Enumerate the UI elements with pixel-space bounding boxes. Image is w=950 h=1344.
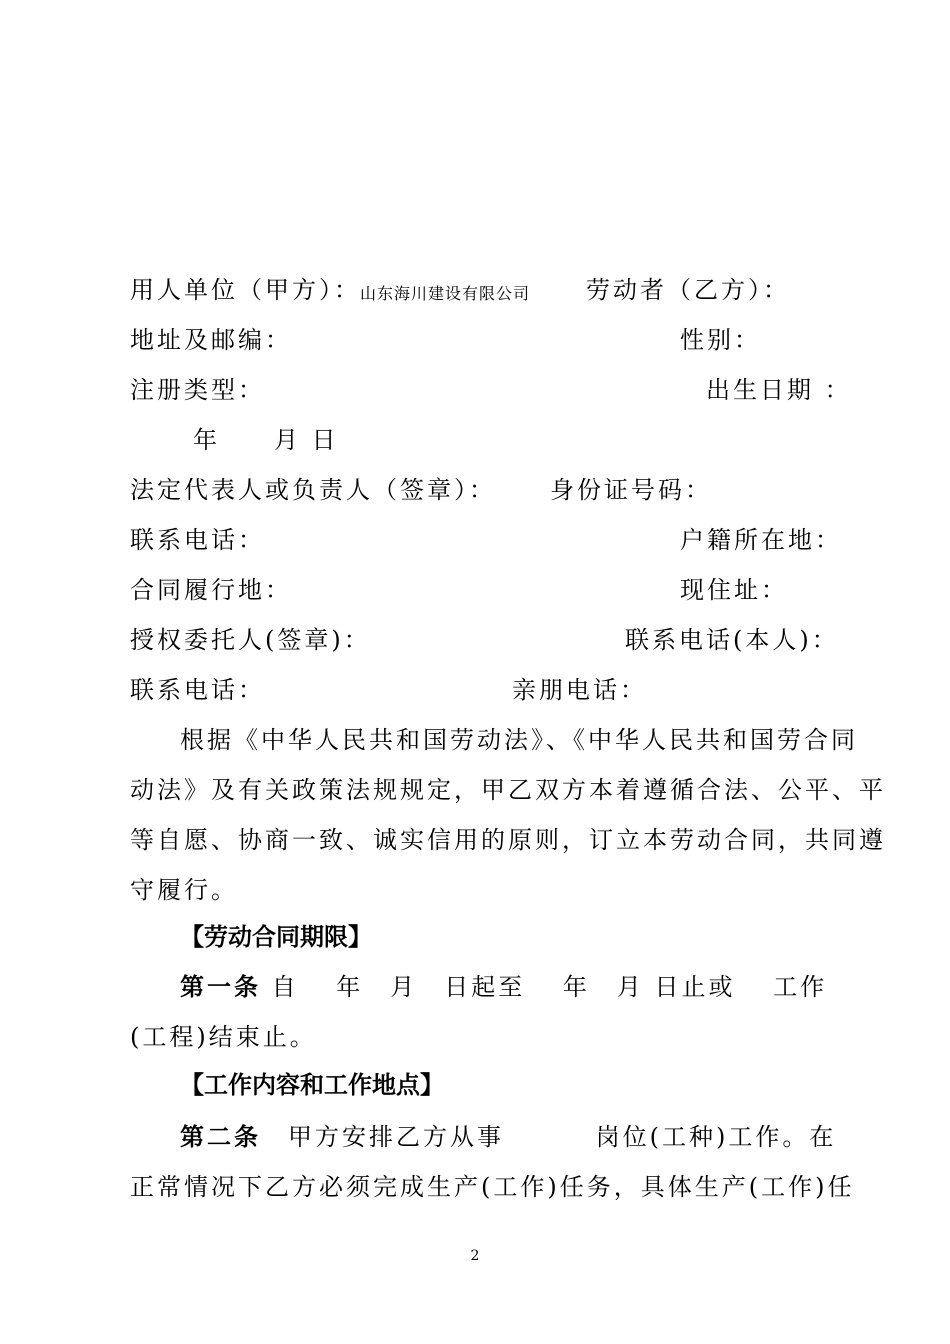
legal-rep-label: 法定代表人或负责人（签章）：	[130, 476, 496, 504]
birth-label: 出生日期 ：	[706, 376, 852, 404]
section-heading-term: 【劳动合同期限】	[180, 922, 372, 951]
current-address-label: 现住址：	[680, 576, 788, 604]
address-label: 地址及邮编：	[130, 326, 292, 354]
worker-label: 劳动者（乙方）：	[586, 276, 790, 304]
article-1-text: 自 年 月 日起至 年 月 日止或 工作	[261, 973, 828, 1001]
article-1-continuation: (工程)结束止。	[130, 1023, 317, 1051]
page-number: 2	[470, 1248, 480, 1264]
performance-place-label: 合同履行地：	[130, 576, 292, 604]
birth-date: 年 月 日	[193, 426, 339, 454]
article-1-label: 第一条	[180, 972, 261, 1001]
reg-type-label: 注册类型：	[130, 376, 265, 404]
article-1	[180, 972, 827, 1002]
preamble-line-2: 动法》及有关政策法规规定，甲乙双方本着遵循合法、公平、平	[130, 776, 886, 804]
id-number-label: 身份证号码：	[550, 476, 712, 504]
gender-label: 性别：	[680, 326, 761, 354]
section-heading-work: 【工作内容和工作地点】	[180, 1070, 444, 1099]
article-2-text: 甲方安排乙方从事 岗位(工种)工作。在	[261, 1123, 837, 1151]
article-2-continuation: 正常情况下乙方必须完成生产(工作)任务，具体生产(工作)任	[130, 1173, 855, 1201]
article-2-label: 第二条	[180, 1122, 261, 1151]
phone-label: 联系电话：	[130, 526, 265, 554]
household-label: 户籍所在地：	[680, 526, 842, 554]
preamble-line-1: 根据《中华人民共和国劳动法》、《中华人民共和国劳合同	[180, 726, 858, 754]
preamble-line-3: 等自愿、协商一致、诚实信用的原则，订立本劳动合同，共同遵	[130, 826, 886, 854]
agent-label: 授权委托人(签章)：	[130, 626, 371, 654]
phone2-label: 联系电话：	[130, 676, 265, 704]
self-phone-label: 联系电话(本人)：	[625, 626, 839, 654]
employer-label: 用人单位（甲方）：	[130, 276, 361, 304]
article-2	[180, 1122, 836, 1152]
employer-name: 山东海川建设有限公司	[360, 284, 531, 303]
preamble-line-4: 守履行。	[130, 876, 238, 904]
relative-phone-label: 亲朋电话：	[512, 676, 647, 704]
